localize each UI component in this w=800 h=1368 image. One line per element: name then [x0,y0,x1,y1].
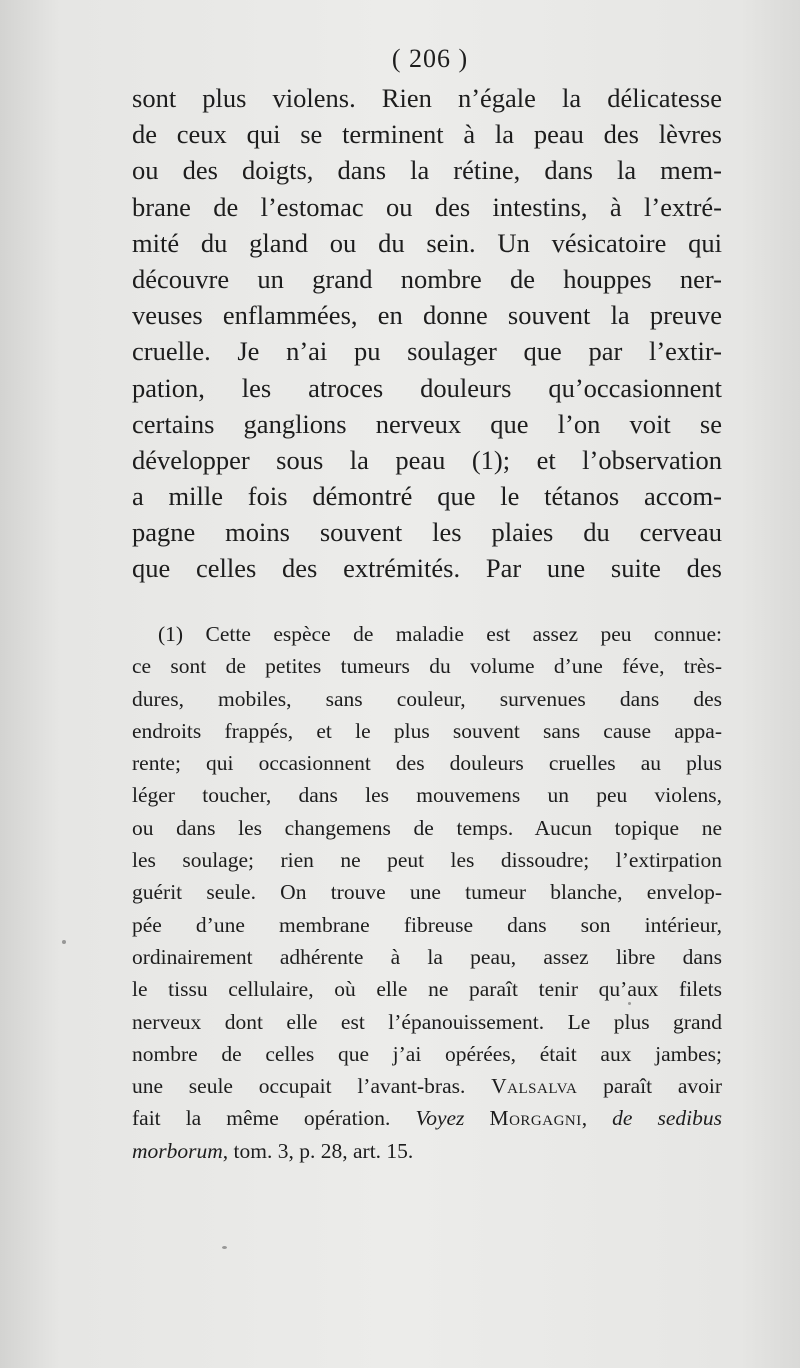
footnote-italic-title: de sedibus [612,1106,722,1131]
main-text-line: sont plus violens. Rien n’égale la délicatesse [132,83,722,113]
footnote-line: (1) Cette espèce de maladie est assez peu connue: [158,622,722,646]
footnote-block [132,618,722,1167]
footnote-line [132,1070,722,1102]
main-text-line: pation, les atroces douleurs qu’occasionnent [132,372,722,403]
footnote-line: nombre de celles que j’ai opérées, était aux jambes; [132,1041,722,1066]
main-text-line: que celles des extrémités. Par une suite des [132,553,722,584]
footnote-line: les soulage; rien ne peut les dissoudre; l’extirpation [132,848,722,873]
footnote-line: pée d’une membrane fibreuse dans son intérieur, [132,912,722,937]
ink-speck [62,940,66,944]
main-text-line: pagne moins souvent les plaies du cerveau [132,517,722,548]
footnote-line: le tissu cellulaire, où elle ne paraît tenir qu’aux filets [132,977,722,1002]
footnote-line: ce sont de petites tumeurs du volume d’une féve, très- [132,654,722,679]
main-text-line: développer sous la peau (1); et l’observation [132,444,722,475]
main-text-block [132,80,722,587]
footnote-text: fait la même opération. [132,1106,416,1131]
main-text-line: découvre un grand nombre de houppes ner- [132,263,722,294]
ink-speck [222,1246,227,1249]
footnote-italic-voyez: Voyez [415,1106,465,1131]
footnote-line: guérit seule. On trouve une tumeur blanche, envelop- [132,880,722,905]
ink-speck [628,1002,631,1005]
main-text-line: a mille fois démontré que le tétanos accom- [132,481,722,512]
footnote-text: une seule occupait l’avant-bras. [132,1074,466,1099]
footnote-line: ou dans les changemens de temps. Aucun topique ne [132,815,722,840]
main-text-line: cruelle. Je n’ai pu soulager que par l’extir- [132,336,722,367]
footnote-italic-title: morborum [132,1138,223,1163]
footnote-text: paraît avoir [577,1074,722,1099]
main-text-line: ou des doigts, dans la rétine, dans la mem- [132,155,722,186]
footnote-line: endroits frappés, et le plus souvent sans cause appa- [132,718,722,743]
footnote-line: nerveux dont elle est l’épanouissement. Le plus grand [132,1009,722,1034]
main-text-line: de ceux qui se terminent à la peau des lèvres [132,119,722,150]
footnote-line: ordinairement adhérente à la peau, assez libre dans [132,944,722,969]
footnote-line [132,1135,722,1167]
main-text-line: certains ganglions nerveux que l’on voit se [132,408,722,439]
main-text-line: veuses enflammées, en donne souvent la preuve [132,300,722,331]
main-text-line: brane de l’estomac ou des intestins, à l’extré- [132,191,722,222]
footnote-text: , tom. 3, p. 28, art. 15. [222,1138,414,1163]
author-name-morgagni: Morgagni [489,1106,582,1131]
footnote-line [132,1102,722,1134]
author-name-valsalva: Valsalva [491,1074,578,1099]
main-text-line: mité du gland ou du sein. Un vésicatoire qui [132,227,722,258]
footnote-line: rente; qui occasionnent des douleurs cruelles au plus [132,751,722,776]
footnote-text: , [581,1106,613,1131]
footnote-line: léger toucher, dans les mouvemens un peu violens, [132,783,722,808]
page-number: ( 206 ) [391,44,469,73]
footnote-line: dures, mobiles, sans couleur, survenues dans des [132,686,722,711]
